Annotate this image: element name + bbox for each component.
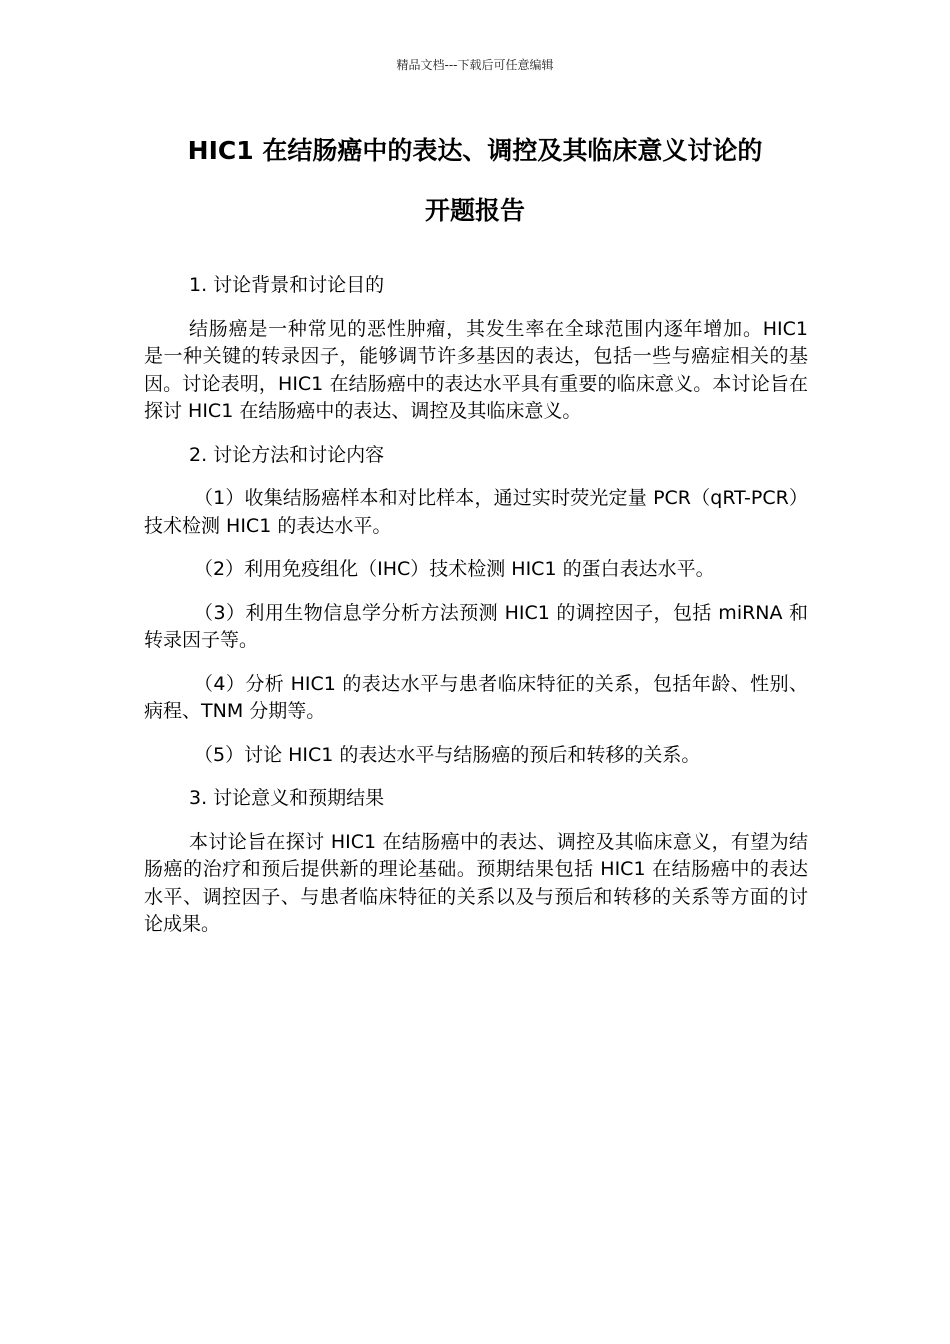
section-2-item-5: （5）讨论 HIC1 的表达水平与结肠癌的预后和转移的关系。 [194,743,701,766]
section-3-paragraph: 本讨论旨在探讨 HIC1 在结肠癌中的表达、调控及其临床意义，有望为结肠癌的治疗和预后提供新的理论基础。预期结果包括 HIC1 在结肠癌中的表达水平、调控因子、与患者临床特征的关系以及与预后和转移的关系等方面的讨论成果。 [144,830,808,935]
title-line-1: HIC1 在结肠癌中的表达、调控及其临床意义讨论的 [187,136,763,165]
section-1-heading: 1. 讨论背景和讨论目的 [189,274,385,296]
document-body [144,272,808,955]
title-line-2: 开题报告 [424,196,525,225]
section-3-heading: 3. 讨论意义和预期结果 [189,787,385,809]
section-2-heading: 2. 讨论方法和讨论内容 [189,443,385,466]
section-2-item-4: （4）分析 HIC1 的表达水平与患者临床特征的关系，包括年龄、性别、病程、TNM 分期等。 [144,672,808,722]
section-2-item-1: （1）收集结肠癌样本和对比样本，通过实时荧光定量 PCR（qRT-PCR）技术检测 HIC1 的表达水平。 [144,487,808,537]
section-2-item-3: （3）利用生物信息学分析方法预测 HIC1 的调控因子，包括 miRNA 和转录因子等。 [144,601,808,651]
page-header: 精品文档---下载后可任意编辑 [396,58,554,72]
section-1-paragraph: 结肠癌是一种常见的恶性肿瘤，其发生率在全球范围内逐年增加。HIC1 是一种关键的转录因子，能够调节许多基因的表达，包括一些与癌症相关的基因。讨论表明，HIC1 在结肠癌中的表达水平具有重要的临床意义。本讨论旨在探讨 HIC1 在结肠癌中的表达、调控及其临床意义。 [144,317,808,422]
document-title [130,134,820,228]
section-2-item-2: （2）利用免疫组化（IHC）技术检测 HIC1 的蛋白表达水平。 [194,558,715,580]
